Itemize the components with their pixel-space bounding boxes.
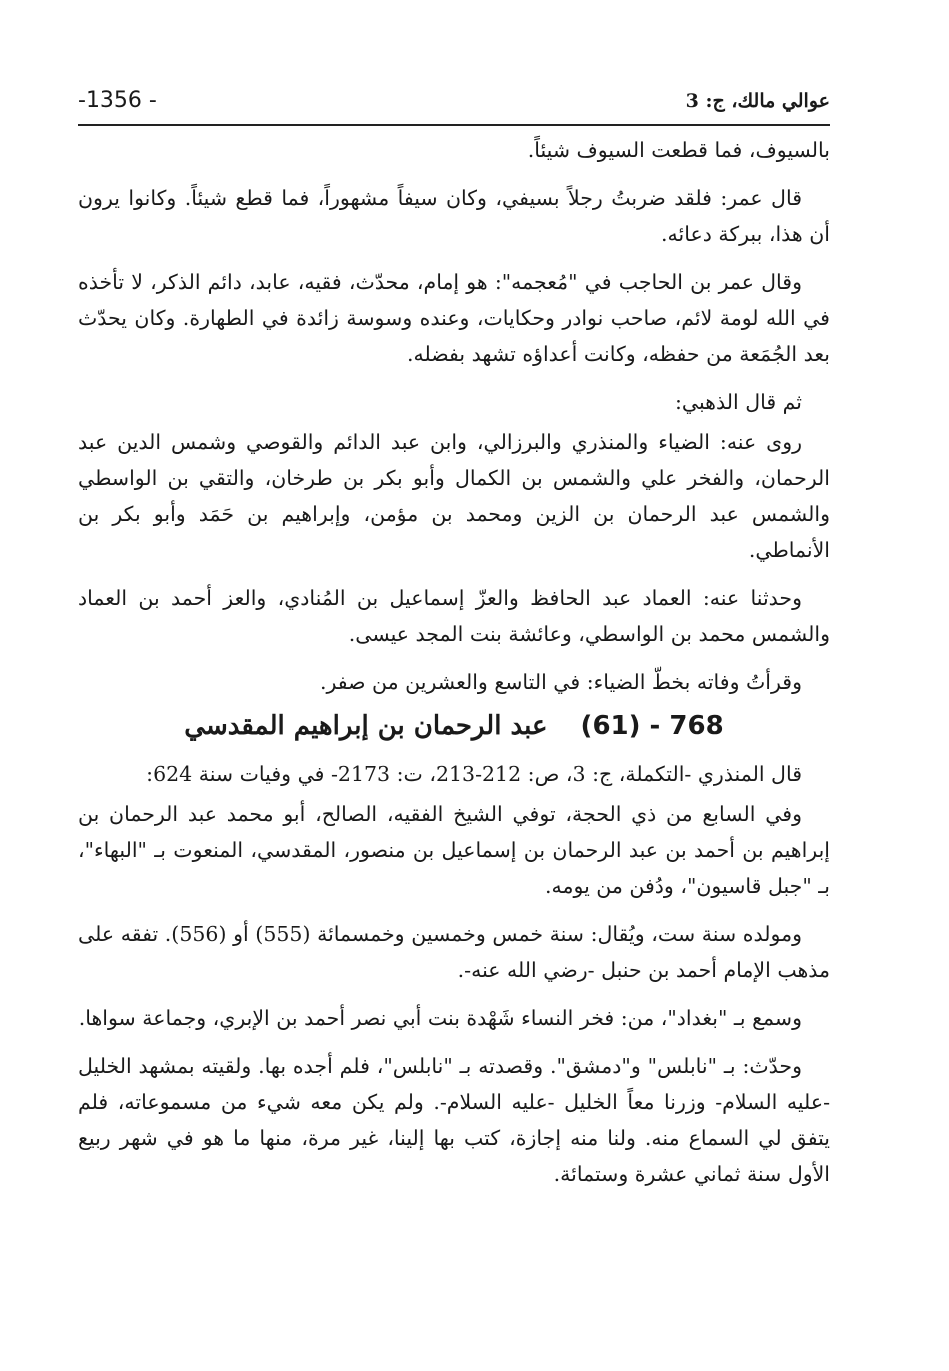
paragraph: روى عنه: الضياء والمنذري والبرزالي، وابن عبد الدائم والقوصي وشمس الدين عبد الرحمان، والفخر علي والشمس بن الكمال وأبو بكر بن طرخان، والتقي بن الواسطي والشمس عبد الرحمان بن الزين ومحمد بن مؤمن، وإبراهيم بن حَمَد وأبو بكر بن الأنماطي. xyxy=(78,430,830,562)
page-body xyxy=(78,132,830,1204)
header-rule xyxy=(78,124,830,126)
paragraph: وقرأتُ وفاته بخطّ الضياء: في التاسع والعشرين من صفر. xyxy=(319,670,802,694)
page-header xyxy=(78,82,830,122)
entry-heading xyxy=(78,704,830,748)
paragraph: بالسيوف، فما قطعت السيوف شيئاً. xyxy=(527,138,830,162)
page-number: -1356 - xyxy=(78,88,157,113)
entry-number: 768 - (61) xyxy=(580,711,724,741)
paragraph: وحدّث: بـ "نابلس" و"دمشق". وقصدته بـ "نابلس"، فلم أجده بها. ولقيته بمشهد الخليل -عليه السلام- وزرنا معاً الخليل -عليه السلام-. ولم يكن معه شيء من مسموعاته، فلم يتفق لي السماع منه. ولنا منه إجازة، كتب بها إلينا، غير مرة، منها ما هو في شهر ربيع الأول سنة ثماني عشرة وستمائة. xyxy=(78,1054,830,1186)
running-title: عوالي مالك، ج: 3 xyxy=(685,90,830,112)
paragraph: ثم قال الذهبي: xyxy=(674,390,802,414)
paragraph: قال المنذري -التكملة، ج: 3، ص: 212-213، ت: 2173- في وفيات سنة 624: xyxy=(146,762,802,786)
paragraph: قال عمر: فلقد ضربتُ رجلاً بسيفي، وكان سيفاً مشهوراً، فما قطع شيئاً. وكانوا يرون أن هذا، ببركة دعائه. xyxy=(78,186,830,246)
paragraph: وحدثنا عنه: العماد عبد الحافظ والعزّ إسماعيل بن المُنادي، والعز أحمد بن العماد والشمس محمد بن الواسطي، وعائشة بنت المجد عيسى. xyxy=(78,586,830,646)
paragraph: وفي السابع من ذي الحجة، توفي الشيخ الفقيه، الصالح، أبو محمد عبد الرحمان بن إبراهيم بن أحمد بن عبد الرحمان بن إسماعيل بن منصور، المقدسي، المنعوت بـ "البهاء"، بـ "جبل قاسيون"، ودُفن من يومه. xyxy=(78,802,830,898)
entry-name: عبد الرحمان بن إبراهيم المقدسي xyxy=(184,711,548,741)
paragraph: وسمع بـ "بغداد"، من: فخر النساء شَهْدة بنت أبي نصر أحمد بن الإبري، وجماعة سواها. xyxy=(78,1006,802,1030)
paragraph: وقال عمر بن الحاجب في "مُعجمه": هو إمام، محدّث، فقيه، عابد، دائم الذكر، لا تأخذه في الله لومة لائم، صاحب نوادر وحكايات، وعنده وسوسة زائدة في الطهارة. وكان يحدّث بعد الجُمَعة من حفظه، وكانت أعداؤه تشهد بفضله. xyxy=(78,270,830,366)
paragraph: ومولده سنة ست، ويُقال: سنة خمس وخمسين وخمسمائة (555) أو (556). تفقه على مذهب الإمام أحمد بن حنبل -رضي الله عنه-. xyxy=(78,922,830,982)
